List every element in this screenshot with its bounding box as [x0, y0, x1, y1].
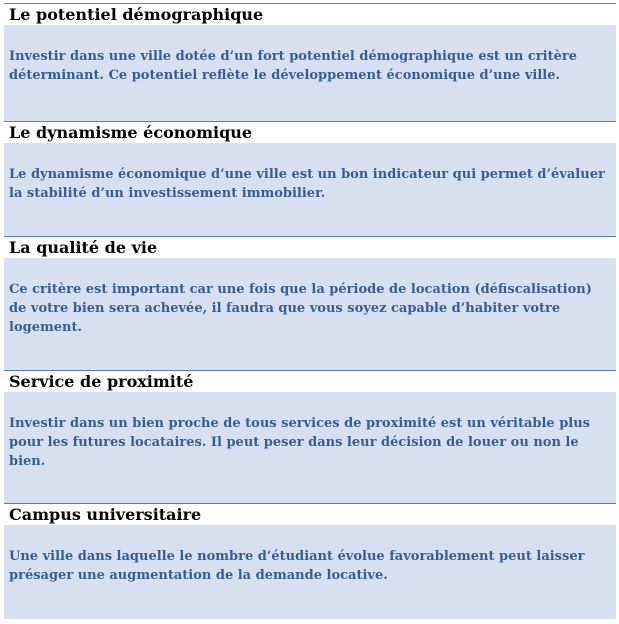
- section-body: [4, 392, 616, 503]
- body-line: pour les futures locataires. Il peut peser dans leur décision de louer ou non le: [9, 435, 579, 450]
- body-line: de votre bien sera achevée, il faudra que vous soyez capable d’habiter votre: [9, 301, 561, 316]
- body-line: la stabilité d’un investissement immobilier.: [9, 186, 326, 201]
- section-title: Service de proximité: [4, 370, 616, 392]
- body-line: Une ville dans laquelle le nombre d’étudiant évolue favorablement peut laisser: [9, 549, 585, 564]
- section-body: [4, 25, 616, 121]
- section-body: [4, 525, 616, 619]
- body-line: Ce critère est important car une fois que la période de location (défiscalisation): [9, 282, 592, 297]
- section-economic-dynamism: [4, 121, 616, 236]
- section-title: Le potentiel démographique: [4, 3, 616, 25]
- body-line: Investir dans un bien proche de tous services de proximité est un véritable plus: [9, 416, 591, 431]
- section-title: Le dynamisme économique: [4, 121, 616, 143]
- section-title: Campus universitaire: [4, 503, 616, 525]
- body-line: Investir dans une ville dotée d’un fort potentiel démographique est un critère: [9, 49, 577, 64]
- body-line: Le dynamisme économique d’une ville est un bon indicateur qui permet d’évaluer: [9, 167, 605, 182]
- body-line: bien.: [9, 454, 46, 469]
- section-local-services: [4, 370, 616, 503]
- section-body: [4, 258, 616, 370]
- section-demographic-potential: [4, 3, 616, 121]
- section-body: [4, 143, 616, 236]
- section-quality-of-life: [4, 236, 616, 370]
- body-line: logement.: [9, 320, 82, 335]
- section-title: La qualité de vie: [4, 236, 616, 258]
- section-university-campus: [4, 503, 616, 619]
- body-line: déterminant. Ce potentiel reflète le développement économique d’une ville.: [9, 68, 561, 83]
- criteria-document: [4, 3, 616, 619]
- body-line: présager une augmentation de la demande locative.: [9, 568, 388, 583]
